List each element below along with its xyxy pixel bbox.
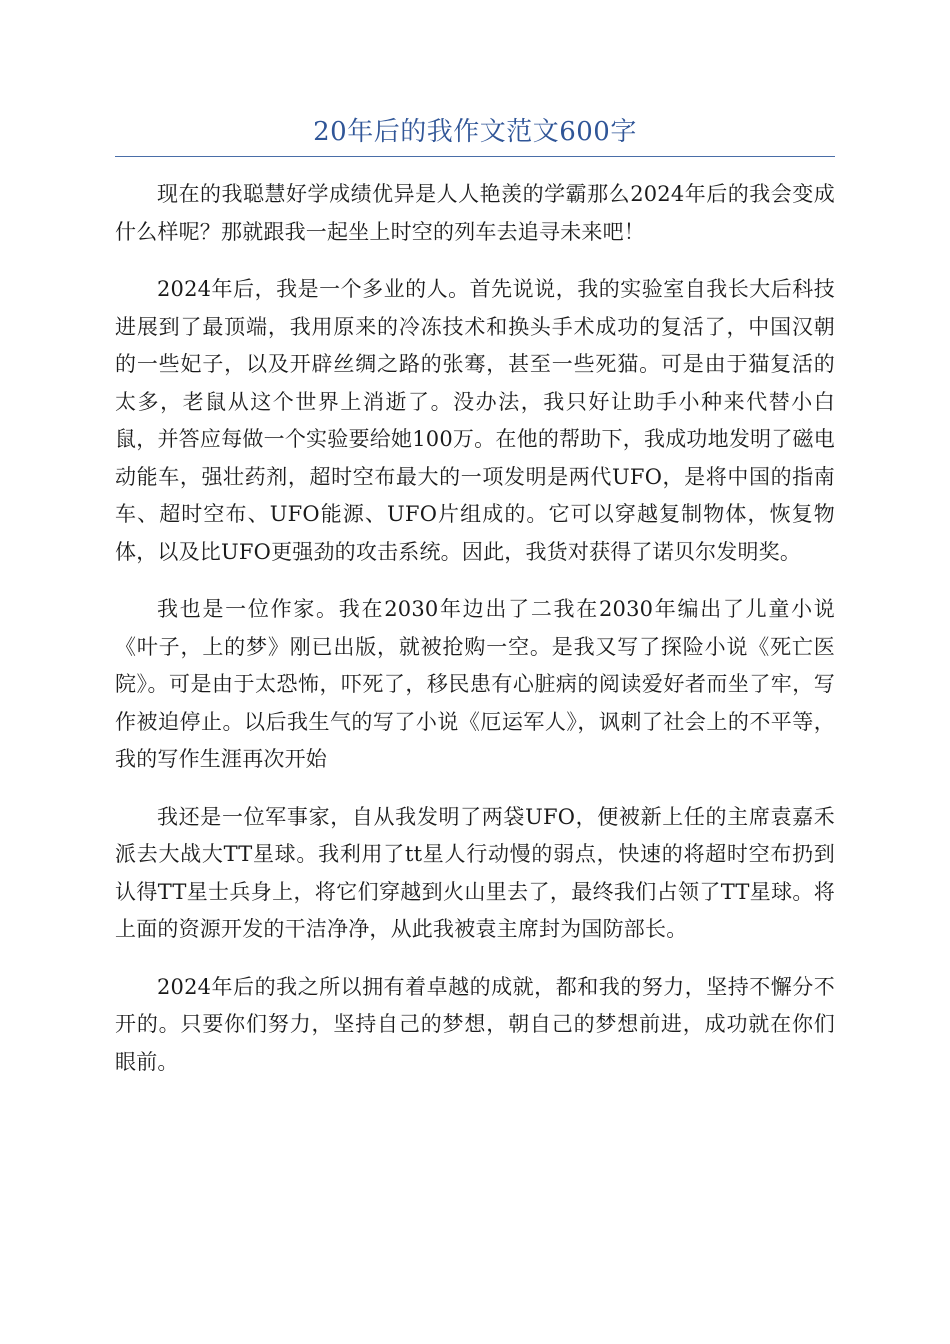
paragraph-writer: 我也是一位作家。我在2030年边出了二我在2030年编出了儿童小说《叶子，上的梦》刚已出版，就被抢购一空。是我又写了探险小说《死亡医院》。可是由于太恐怖，吓死了，移民患有心脏病的阅读爱好者而坐了牢，写作被迫停止。以后我生气的写了小说《厄运军人》，讽刺了社会上的不平等，我的写作生涯再次开始 — [115, 597, 835, 771]
paragraph-scientist: 2024年后，我是一个多业的人。首先说说，我的实验室自我长大后科技进展到了最顶端，我用原来的冷冻技术和换头手术成功的复活了，中国汉朝的一些妃子，以及开辟丝绸之路的张骞，甚至一些死猫。可是由于猫复活的太多，老鼠从这个世界上消逝了。没办法，我只好让助手小种来代替小白鼠，并答应每做一个实验要给她100万。在他的帮助下，我成功地发明了磁电动能车，强壮药剂，超时空布最大的一项发明是两代UFO，是将中国的指南车、超时空布、UFO能源、UFO片组成的。它可以穿越复制物体，恢复物体，以及比UFO更强劲的攻击系统。因此，我货对获得了诺贝尔发明奖。 — [115, 277, 835, 564]
page-title: 20年后的我作文范文600字 — [313, 117, 637, 147]
title-block — [115, 112, 835, 157]
paragraph-intro: 现在的我聪慧好学成绩优异是人人艳羡的学霸那么2024年后的我会变成什么样呢？那就跟我一起坐上时空的列车去追寻未来吧！ — [115, 182, 835, 244]
article-body — [115, 176, 835, 1101]
paragraph-conclusion: 2024年后的我之所以拥有着卓越的成就，都和我的努力，坚持不懈分不开的。只要你们努力，坚持自己的梦想，朝自己的梦想前进，成功就在你们眼前。 — [115, 974, 835, 1074]
paragraph-military: 我还是一位军事家，自从我发明了两袋UFO，便被新上任的主席袁嘉禾派去大战大TT星球。我利用了tt星人行动慢的弱点，快速的将超时空布扔到认得TT星士兵身上，将它们穿越到火山里去了，最终我们占领了TT星球。将上面的资源开发的干洁净净，从此我被袁主席封为国防部长。 — [115, 804, 835, 941]
